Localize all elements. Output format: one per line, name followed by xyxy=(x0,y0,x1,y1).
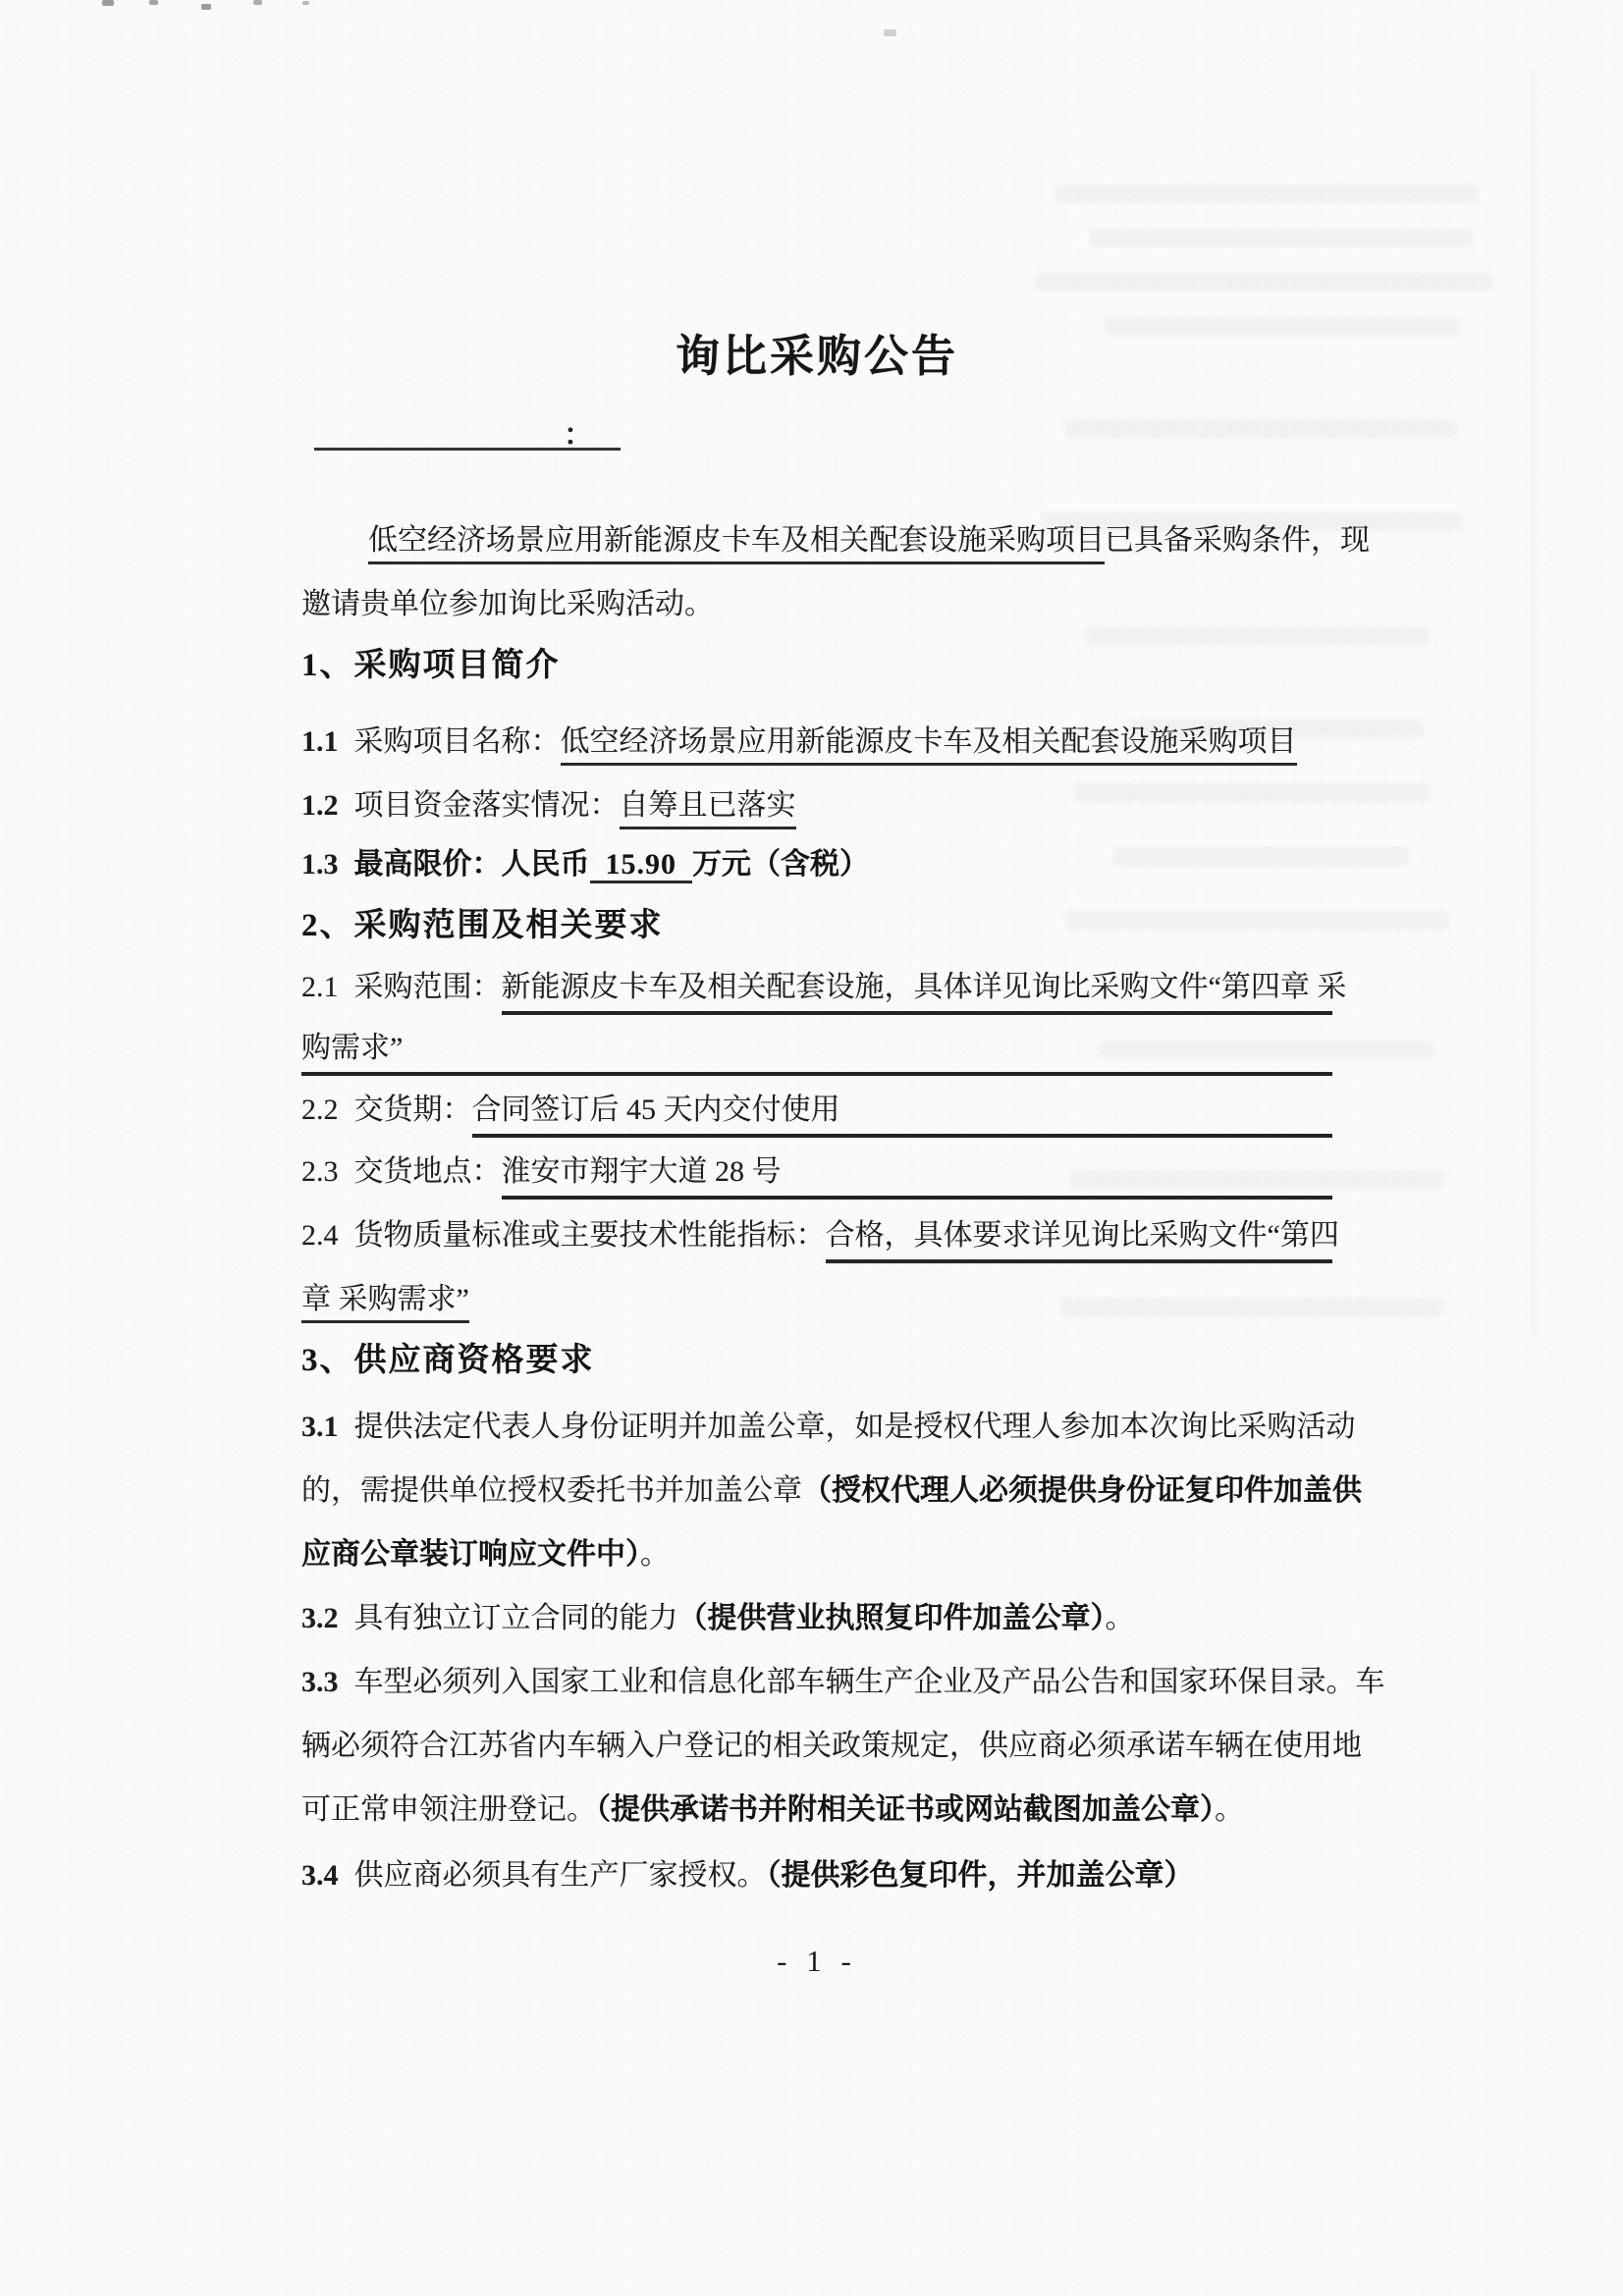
section-3-heading: 3、供应商资格要求 xyxy=(301,1343,595,1378)
item-3-3-line-2: 辆必须符合江苏省内车辆入户登记的相关政策规定，供应商必须承诺车辆在使用地 xyxy=(301,1730,1362,1762)
scan-speck xyxy=(253,0,262,5)
intro-line-1 xyxy=(368,522,1370,560)
item-3-2-end: 。 xyxy=(1105,1602,1135,1634)
item-3-1-number: 3.1 xyxy=(301,1411,339,1443)
item-1-3 xyxy=(301,846,869,883)
section-2-heading: 2、采购范围及相关要求 xyxy=(301,908,664,943)
item-3-3-line-3-bold: （提供承诺书并附相关证书或网站截图加盖公章） xyxy=(596,1793,1215,1826)
bleed-through-ghost xyxy=(1060,1298,1443,1316)
item-3-3-line-3-regular: 可正常申领注册登记。 xyxy=(301,1793,596,1826)
item-2-1-line-2 xyxy=(301,1030,1332,1076)
item-3-1-line-3-end: 。 xyxy=(640,1538,670,1571)
item-1-1 xyxy=(301,723,1297,761)
item-3-2-regular: 具有独立订立合同的能力 xyxy=(353,1602,678,1634)
bleed-through-ghost xyxy=(1036,273,1492,292)
item-3-3-line-1 xyxy=(301,1664,1385,1701)
item-2-2 xyxy=(301,1092,1332,1138)
bleed-through-ghost xyxy=(1055,185,1478,203)
item-3-1-line-3-bold: 应商公章装订响应文件中） xyxy=(301,1538,640,1571)
bleed-through-ghost xyxy=(1065,911,1448,930)
intro-project-name-underlined: 低空经济场景应用新能源皮卡车及相关配套设施采购项目 xyxy=(368,524,1105,564)
item-3-1-line-1-text: 提供法定代表人身份证明并加盖公章，如是授权代理人参加本次询比采购活动 xyxy=(353,1411,1356,1443)
item-3-1-line-2 xyxy=(301,1472,1362,1510)
intro-line-1-rest: 已具备采购条件，现 xyxy=(1105,524,1370,557)
item-3-3-number: 3.3 xyxy=(301,1666,339,1698)
item-2-3-number: 2.3 xyxy=(301,1155,339,1188)
item-1-2 xyxy=(301,787,796,825)
item-2-1-number: 2.1 xyxy=(301,971,339,1003)
bleed-through-ghost xyxy=(1075,783,1429,802)
item-3-1-line-2-regular: 的，需提供单位授权委托书并加盖公章 xyxy=(301,1474,802,1507)
item-2-4-value-line-1: 合格，具体要求详见询比采购文件“第四 xyxy=(826,1217,1333,1263)
item-1-1-label: 采购项目名称： xyxy=(353,725,561,758)
item-1-1-value: 低空经济场景应用新能源皮卡车及相关配套设施采购项目 xyxy=(561,725,1297,766)
item-1-3-suffix: 万元（含税） xyxy=(692,848,869,881)
item-3-4 xyxy=(301,1857,1194,1895)
bleed-through-ghost xyxy=(1085,626,1429,645)
item-3-3-line-3-end: 。 xyxy=(1215,1793,1244,1826)
item-1-3-label: 最高限价： xyxy=(353,848,502,881)
item-3-2-number: 3.2 xyxy=(301,1602,339,1634)
scan-speck xyxy=(102,0,114,6)
item-2-1-line-1 xyxy=(301,969,1347,1015)
item-3-4-bold: （提供彩色复印件，并加盖公章） xyxy=(766,1859,1194,1892)
item-2-3-label: 交货地点： xyxy=(353,1155,502,1188)
scan-speck xyxy=(884,29,896,36)
document-title: 询比采购公告 xyxy=(675,332,958,381)
item-1-3-number: 1.3 xyxy=(301,848,339,881)
item-3-2 xyxy=(301,1600,1135,1637)
item-2-3 xyxy=(301,1153,1332,1200)
item-2-3-value: 淮安市翔宇大道 28 号 xyxy=(502,1153,1333,1200)
item-3-4-regular: 供应商必须具有生产厂家授权。 xyxy=(353,1859,767,1892)
item-2-1-value-line-1: 新能源皮卡车及相关配套设施，具体详见询比采购文件“第四章 采 xyxy=(502,969,1333,1015)
item-2-4-value-line-2: 章 采购需求” xyxy=(301,1283,469,1323)
item-2-2-value: 合同签订后 45 天内交付使用 xyxy=(472,1092,1333,1138)
bleed-through-ghost xyxy=(1090,229,1473,247)
scan-band xyxy=(1532,69,1536,1335)
intro-line-2: 邀请贵单位参加询比采购活动。 xyxy=(301,588,714,620)
bleed-through-ghost xyxy=(1065,420,1458,439)
item-3-2-bold: （提供营业执照复印件加盖公章） xyxy=(677,1602,1106,1634)
item-2-4-line-1 xyxy=(301,1217,1339,1263)
item-1-3-amount: 15.90 xyxy=(590,848,693,883)
blank-line-colon: ： xyxy=(564,419,593,452)
item-2-2-label: 交货期： xyxy=(353,1094,472,1126)
item-3-1-line-2-bold: （授权代理人必须提供身份证复印件加盖供 xyxy=(802,1474,1362,1507)
bleed-through-ghost xyxy=(1114,847,1409,866)
item-2-4-line-2 xyxy=(301,1281,469,1318)
item-2-4-number: 2.4 xyxy=(301,1219,339,1252)
item-1-1-number: 1.1 xyxy=(301,725,339,758)
item-1-2-value: 自筹且已落实 xyxy=(620,789,796,829)
blank-underline xyxy=(314,419,621,452)
item-2-1-label: 采购范围： xyxy=(353,971,502,1003)
item-1-2-label: 项目资金落实情况： xyxy=(353,789,620,822)
item-3-1-line-1 xyxy=(301,1409,1356,1446)
page-number: - 1 - xyxy=(777,1944,857,1978)
item-3-1-line-3 xyxy=(301,1536,670,1574)
scan-speck xyxy=(149,0,158,5)
item-3-4-number: 3.4 xyxy=(301,1859,339,1892)
scan-speck xyxy=(302,1,309,5)
item-1-3-currency: 人民币 xyxy=(501,848,590,881)
section-1-heading: 1、采购项目简介 xyxy=(301,648,561,683)
item-2-1-value-line-2: 购需求” xyxy=(301,1030,1332,1076)
item-3-3-line-3 xyxy=(301,1791,1244,1829)
item-2-2-number: 2.2 xyxy=(301,1094,339,1126)
scan-speck xyxy=(201,4,211,10)
item-1-2-number: 1.2 xyxy=(301,789,339,822)
item-3-3-line-1-text: 车型必须列入国家工业和信息化部车辆生产企业及产品公告和国家环保目录。车 xyxy=(353,1666,1385,1698)
item-2-4-label: 货物质量标准或主要技术性能指标： xyxy=(353,1219,826,1252)
